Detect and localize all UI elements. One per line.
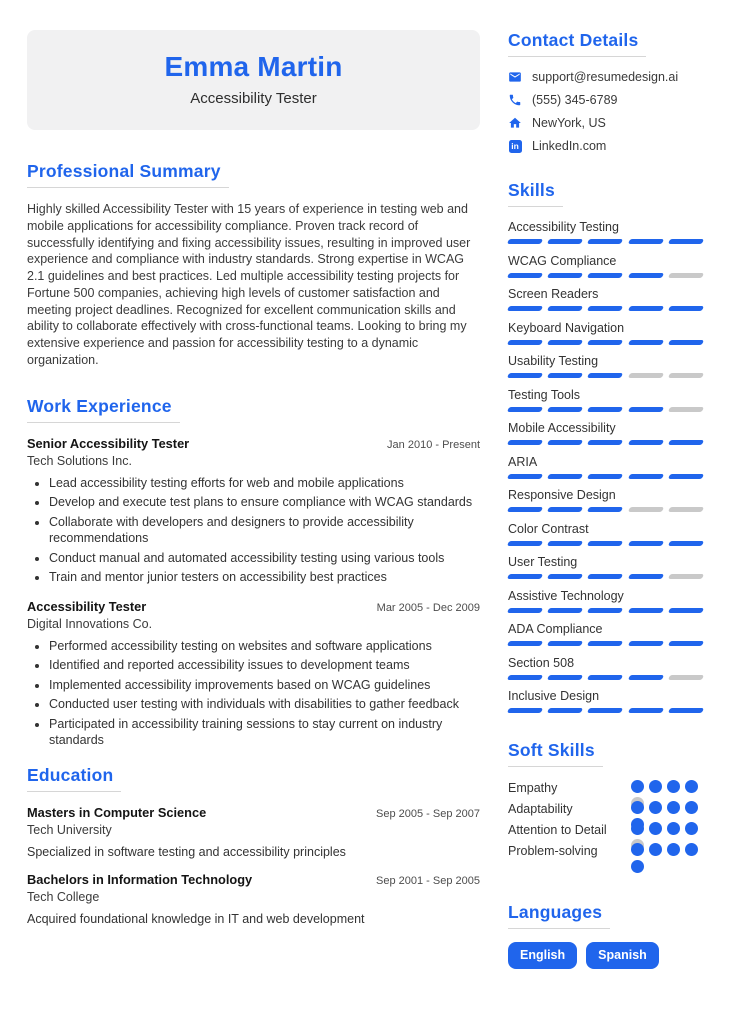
education-description: Acquired foundational knowledge in IT and web development	[27, 911, 365, 926]
skill-bar-segment	[627, 273, 664, 278]
skill-bar	[508, 608, 703, 613]
skill-bar-segment	[668, 541, 705, 546]
skill-name: User Testing	[508, 555, 578, 569]
job-entry	[27, 436, 480, 586]
bullet-item: • Implemented accessibility improvements based on WCAG guidelines	[49, 677, 480, 694]
skill-bar-segment	[627, 306, 664, 311]
contact-text: NewYork, US	[532, 116, 606, 130]
skill-bar	[508, 407, 703, 412]
skill-bar-segment	[668, 340, 705, 345]
skills-heading: Skills	[508, 180, 563, 207]
skill-name: WCAG Compliance	[508, 253, 617, 268]
skill-bar	[508, 708, 703, 713]
section-soft-skills	[508, 740, 703, 864]
skill-bar	[508, 507, 703, 512]
linkedin-icon: in	[508, 139, 522, 153]
skill-dot	[649, 801, 662, 814]
skill-name: ADA Compliance	[508, 622, 603, 636]
skill-bar-segment	[547, 641, 584, 646]
skill-bar	[508, 373, 703, 378]
bullet-item: • Conducted user testing with individuals with disabilities to gather feedback	[49, 696, 480, 713]
skill-bar-segment	[587, 608, 624, 613]
education-container	[27, 805, 480, 926]
skill-bar-segment	[668, 306, 705, 311]
skill-item	[508, 455, 703, 479]
skill-bar-segment	[668, 641, 705, 646]
skill-name: Accessibility Testing	[508, 220, 619, 234]
skill-bar-segment	[547, 708, 584, 713]
section-education	[27, 765, 480, 926]
skill-bar-segment	[507, 675, 544, 680]
skill-bar-segment	[627, 407, 664, 412]
bullet-item: • Participated in accessibility training sessions to stay current on industry standards	[49, 716, 480, 749]
skill-bar	[508, 340, 703, 345]
sidebar	[508, 30, 703, 996]
skill-dot	[685, 822, 698, 835]
skill-name: Screen Readers	[508, 287, 599, 301]
skill-bar-segment	[507, 708, 544, 713]
professional-summary-heading: Professional Summary	[27, 161, 229, 188]
skill-bar	[508, 541, 703, 546]
skill-name: Usability Testing	[508, 354, 599, 368]
skill-bar	[508, 474, 703, 479]
job-company: Tech Solutions Inc.	[27, 453, 132, 468]
skill-bar	[508, 440, 703, 445]
skill-bar-segment	[547, 574, 584, 579]
skill-dot	[685, 780, 698, 793]
skill-bar-segment	[547, 373, 584, 378]
main-column	[27, 30, 480, 996]
section-languages	[508, 902, 703, 969]
education-entry-header	[27, 805, 480, 820]
skill-bar-segment	[668, 608, 705, 613]
skill-bar-segment	[668, 507, 705, 512]
skills-list	[508, 220, 703, 713]
summary-text: Highly skilled Accessibility Tester with 15 years of experience in testing web and mobile applications for accessibility compliance. Proven track record of successfully identifying and fixing accessibility issues, resulting in improved user experience and compliance with industry standards. Strong expertise in WCAG 2.1 guidelines and best practices. Led multiple accessibility testing projects for Fortune 500 companies, achieving high levels of customer satisfaction and meeting project deadlines. Recognized for excellent communication skills and ability to collaborate effectively with cross-functional teams. Looking to bring my extensive experience and passion for accessibility testing to a dynamic organization.	[27, 202, 471, 367]
skill-item	[508, 522, 703, 546]
contact-text: LinkedIn.com	[532, 139, 607, 153]
education-entry	[27, 805, 480, 859]
soft-skill-name: Problem-solving	[508, 844, 598, 858]
job-dates: Mar 2005 - Dec 2009	[376, 601, 480, 614]
skill-name: Testing Tools	[508, 387, 581, 402]
home-icon	[508, 116, 522, 130]
contact-item	[508, 116, 703, 130]
skill-bar	[508, 239, 703, 244]
skill-name: ARIA	[508, 454, 538, 469]
skill-item	[508, 388, 703, 412]
skill-bar-segment	[587, 440, 624, 445]
school-name: Tech University	[27, 822, 112, 837]
skill-bar-segment	[587, 474, 624, 479]
job-entry-header	[27, 436, 480, 451]
bullet-item: • Identified and reported accessibility issues to development teams	[49, 657, 480, 674]
skill-bar-segment	[587, 641, 624, 646]
skill-item	[508, 321, 703, 345]
skill-bar-segment	[587, 574, 624, 579]
skill-item	[508, 656, 703, 680]
soft-skill-dots	[631, 843, 703, 873]
skill-bar-segment	[668, 440, 705, 445]
skill-name: Inclusive Design	[508, 689, 600, 703]
skill-bar-segment	[627, 608, 664, 613]
soft-skills-heading: Soft Skills	[508, 740, 603, 767]
skill-item	[508, 555, 703, 579]
skill-item	[508, 254, 703, 278]
soft-skill-name: Empathy	[508, 781, 558, 795]
school-name: Tech College	[27, 889, 100, 904]
skill-item	[508, 421, 703, 445]
skill-bar-segment	[587, 507, 624, 512]
skill-bar-segment	[587, 708, 624, 713]
skill-bar-segment	[668, 239, 705, 244]
languages-heading: Languages	[508, 902, 610, 929]
skill-bar-segment	[668, 708, 705, 713]
skill-bar-segment	[587, 239, 624, 244]
skill-bar-segment	[507, 306, 544, 311]
section-contact-details	[508, 30, 703, 153]
skill-bar-segment	[587, 373, 624, 378]
skill-item	[508, 622, 703, 646]
skill-bar-segment	[547, 239, 584, 244]
section-professional-summary	[27, 161, 480, 369]
job-entry	[27, 599, 480, 749]
degree-title: Masters in Computer Science	[27, 804, 207, 820]
skill-bar-segment	[627, 708, 664, 713]
skill-dot	[631, 822, 644, 835]
skill-bar-segment	[627, 541, 664, 546]
skill-bar-segment	[547, 507, 584, 512]
job-company: Digital Innovations Co.	[27, 616, 153, 631]
skill-bar	[508, 641, 703, 646]
languages-list	[508, 942, 703, 969]
skill-dot	[649, 843, 662, 856]
skill-dot	[667, 843, 680, 856]
bullet-item: • Collaborate with developers and designers to provide accessibility recommendations	[49, 514, 480, 547]
soft-skill-item	[508, 801, 703, 822]
bullet-item: • Lead accessibility testing efforts for web and mobile applications	[49, 475, 480, 492]
contact-text: (555) 345-6789	[532, 93, 618, 107]
soft-skill-name: Adaptability	[508, 802, 573, 816]
skill-bar-segment	[587, 340, 624, 345]
skill-bar-segment	[668, 574, 705, 579]
education-dates: Sep 2005 - Sep 2007	[376, 807, 480, 820]
skill-bar-segment	[507, 608, 544, 613]
soft-skill-item	[508, 843, 703, 864]
skill-dot	[667, 801, 680, 814]
person-name: Emma Martin	[164, 51, 343, 82]
skill-bar-segment	[587, 273, 624, 278]
job-entry-header	[27, 599, 480, 614]
job-dates: Jan 2010 - Present	[387, 438, 480, 451]
job-title: Senior Accessibility Tester	[27, 435, 190, 451]
skill-name: Responsive Design	[508, 488, 616, 502]
skill-bar-segment	[507, 474, 544, 479]
job-bullets	[27, 638, 480, 749]
education-entry	[27, 872, 480, 926]
skill-bar-segment	[627, 507, 664, 512]
skill-bar	[508, 675, 703, 680]
phone-icon	[508, 93, 522, 107]
section-work-experience	[27, 396, 480, 749]
skill-item	[508, 488, 703, 512]
skill-name: Mobile Accessibility	[508, 421, 616, 435]
skill-bar-segment	[547, 675, 584, 680]
work-experience-heading: Work Experience	[27, 396, 180, 423]
degree-title: Bachelors in Information Technology	[27, 871, 253, 887]
skill-dot	[631, 860, 644, 873]
bullet-item: • Develop and execute test plans to ensure compliance with WCAG standards	[49, 494, 480, 511]
bullet-item: • Train and mentor junior testers on accessibility best practices	[49, 569, 480, 586]
skill-bar-segment	[547, 407, 584, 412]
skill-bar-segment	[668, 474, 705, 479]
skill-name: Color Contrast	[508, 521, 589, 536]
skill-item	[508, 220, 703, 244]
skill-dot	[631, 843, 644, 856]
skill-item	[508, 287, 703, 311]
skill-bar-segment	[627, 239, 664, 244]
education-description: Specialized in software testing and accessibility principles	[27, 844, 346, 859]
soft-skill-item	[508, 780, 703, 801]
contact-details-heading: Contact Details	[508, 30, 646, 57]
skill-bar-segment	[668, 273, 705, 278]
language-badge: Spanish	[586, 942, 659, 969]
skill-bar	[508, 273, 703, 278]
skill-item	[508, 589, 703, 613]
skill-bar-segment	[507, 507, 544, 512]
skill-bar-segment	[507, 574, 544, 579]
education-entry-header	[27, 872, 480, 887]
skill-dot	[667, 822, 680, 835]
skill-bar-segment	[627, 574, 664, 579]
skill-name: Keyboard Navigation	[508, 320, 625, 335]
skill-bar-segment	[627, 440, 664, 445]
jobs-container	[27, 436, 480, 749]
education-dates: Sep 2001 - Sep 2005	[376, 874, 480, 887]
skill-bar-segment	[547, 273, 584, 278]
skill-bar-segment	[587, 675, 624, 680]
job-bullets	[27, 475, 480, 586]
skill-bar-segment	[587, 407, 624, 412]
skill-dot	[685, 843, 698, 856]
skill-bar-segment	[507, 641, 544, 646]
skill-bar-segment	[668, 373, 705, 378]
job-title: Accessibility Tester	[27, 598, 147, 614]
person-title: Accessibility Tester	[190, 90, 317, 107]
language-badge: English	[508, 942, 577, 969]
skill-bar-segment	[547, 541, 584, 546]
education-heading: Education	[27, 765, 121, 792]
skill-dot	[649, 780, 662, 793]
header-card	[27, 30, 480, 130]
skill-bar	[508, 574, 703, 579]
skill-bar-segment	[627, 675, 664, 680]
soft-skill-name: Attention to Detail	[508, 823, 607, 837]
contact-item[interactable]	[508, 139, 703, 153]
skill-item	[508, 689, 703, 713]
soft-skill-item	[508, 822, 703, 843]
skill-dot	[667, 780, 680, 793]
skill-bar-segment	[507, 440, 544, 445]
contact-text: support@resumedesign.ai	[532, 70, 679, 84]
skill-dot	[649, 822, 662, 835]
skill-bar-segment	[507, 541, 544, 546]
skill-name: Section 508	[508, 655, 575, 670]
skill-bar-segment	[507, 407, 544, 412]
skill-name: Assistive Technology	[508, 588, 624, 603]
skill-bar-segment	[507, 373, 544, 378]
skill-dot	[685, 801, 698, 814]
skill-bar-segment	[587, 541, 624, 546]
contact-list	[508, 70, 703, 153]
skill-bar-segment	[547, 608, 584, 613]
skill-bar-segment	[507, 340, 544, 345]
skill-bar-segment	[627, 373, 664, 378]
skill-bar-segment	[547, 340, 584, 345]
skill-dot	[631, 780, 644, 793]
skill-bar-segment	[507, 239, 544, 244]
soft-skills-list	[508, 780, 703, 864]
skill-bar-segment	[668, 675, 705, 680]
skill-bar-segment	[587, 306, 624, 311]
skill-bar-segment	[627, 474, 664, 479]
skill-dot	[631, 801, 644, 814]
bullet-item: • Conduct manual and automated accessibility testing using various tools	[49, 550, 480, 567]
skill-bar-segment	[547, 306, 584, 311]
bullet-item: • Performed accessibility testing on websites and software applications	[49, 638, 480, 655]
skill-bar-segment	[627, 641, 664, 646]
skill-bar-segment	[627, 340, 664, 345]
skill-bar	[508, 306, 703, 311]
contact-item[interactable]	[508, 70, 703, 84]
skill-bar-segment	[547, 474, 584, 479]
skill-bar-segment	[507, 273, 544, 278]
skill-bar-segment	[668, 407, 705, 412]
contact-item[interactable]	[508, 93, 703, 107]
skill-bar-segment	[547, 440, 584, 445]
section-skills	[508, 180, 703, 713]
email-icon	[508, 70, 522, 84]
skill-item	[508, 354, 703, 378]
